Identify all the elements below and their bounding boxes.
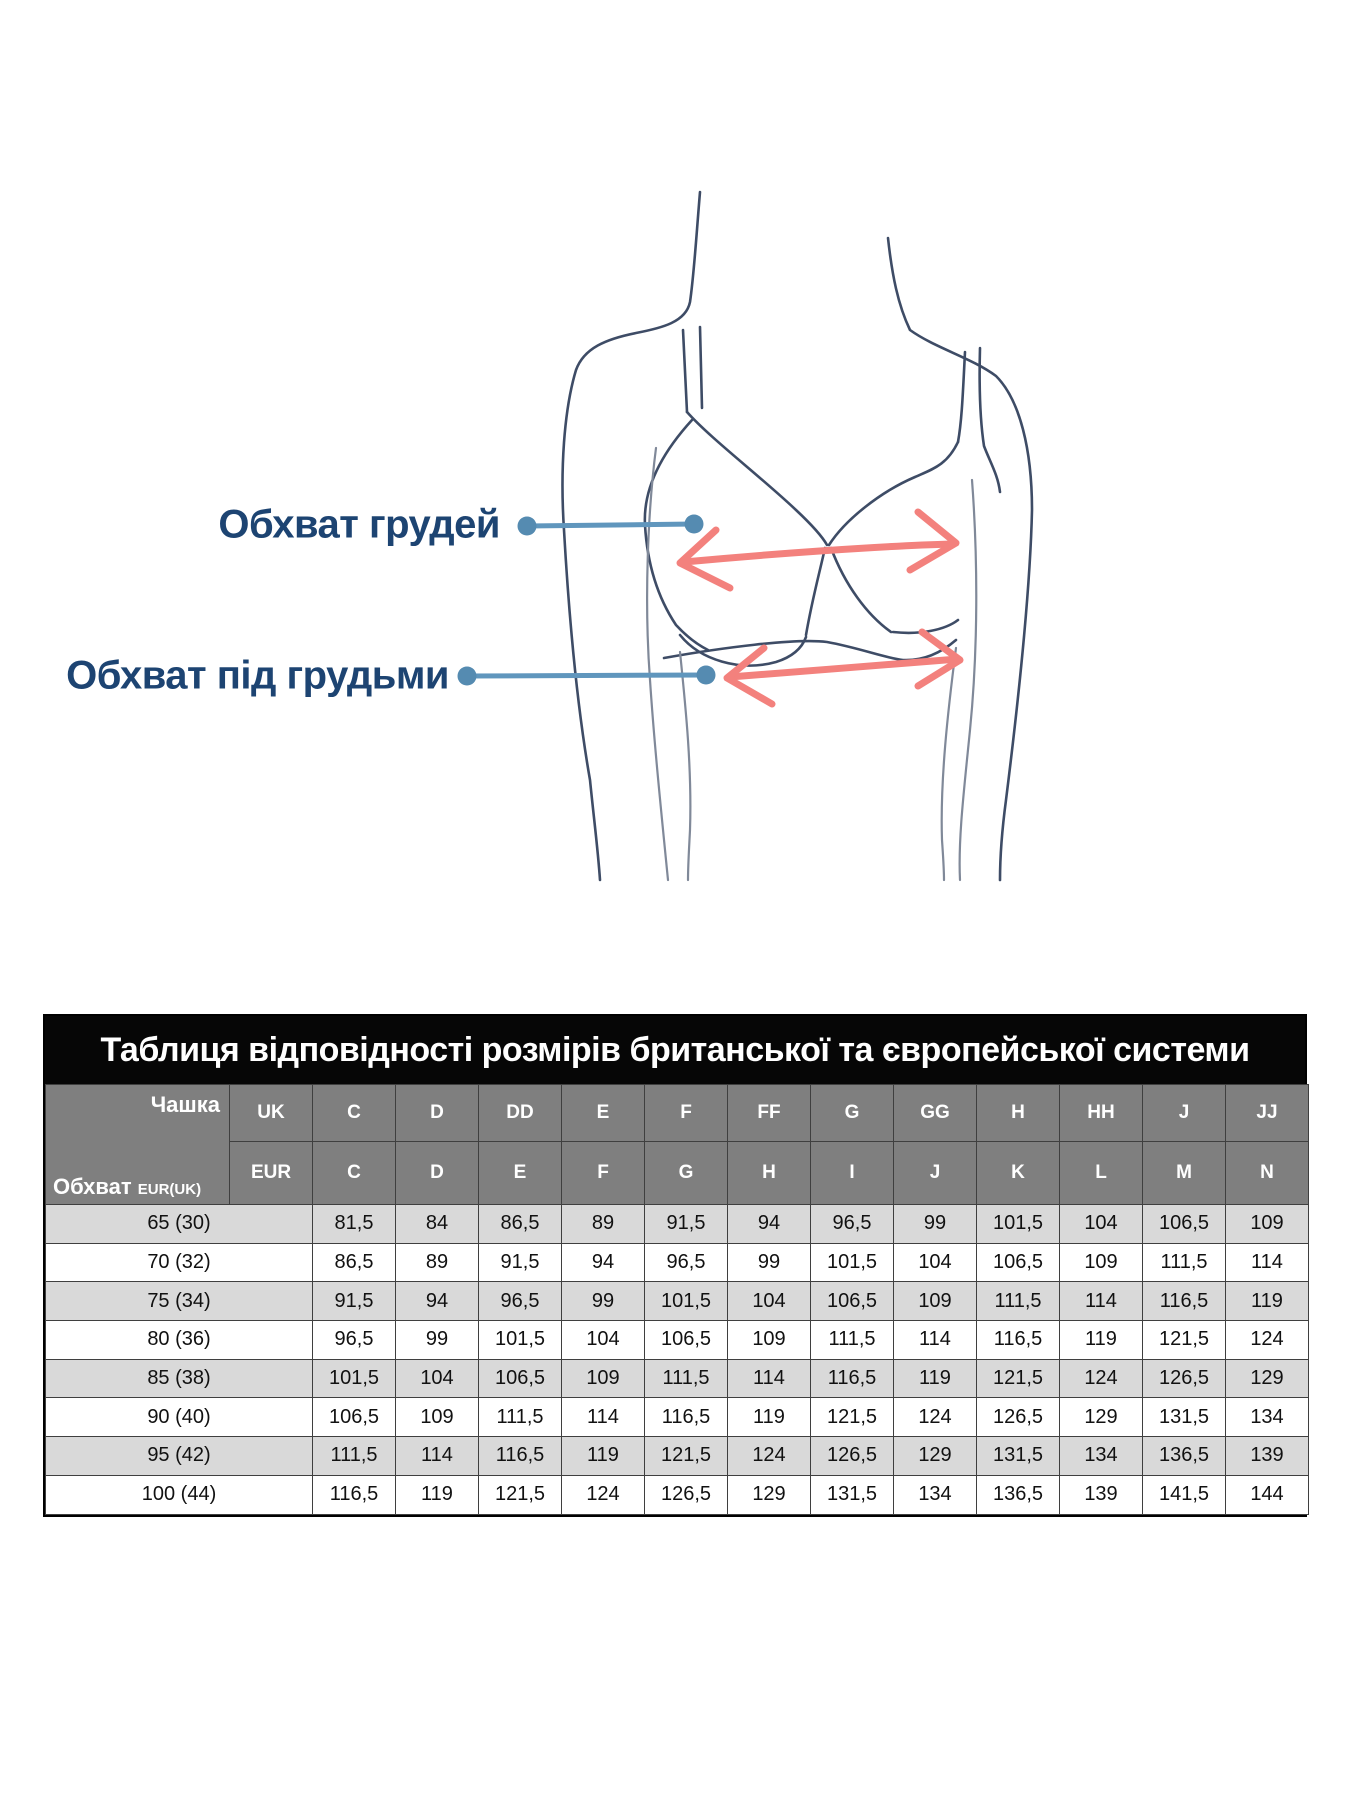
underbust-measure-label: Обхват під грудьми <box>66 653 449 698</box>
size-row <box>46 1475 1309 1514</box>
size-cell: 131,5 <box>811 1475 894 1514</box>
bust-measure-label: Обхват грудей <box>218 502 500 547</box>
size-cell: 126,5 <box>1143 1359 1226 1398</box>
band-size-label: 90 (40) <box>46 1398 313 1437</box>
size-row <box>46 1359 1309 1398</box>
size-row <box>46 1321 1309 1360</box>
right-torso-side <box>942 648 956 880</box>
eur-cup: K <box>977 1142 1060 1205</box>
table-title: Таблиця відповідності розмірів британської та європейської системи <box>45 1016 1305 1084</box>
size-cell: 106,5 <box>479 1359 562 1398</box>
size-cell: 111,5 <box>977 1282 1060 1321</box>
size-cell: 119 <box>562 1437 645 1476</box>
size-table <box>45 1084 1309 1515</box>
band-size-label: 85 (38) <box>46 1359 313 1398</box>
size-row <box>46 1437 1309 1476</box>
gore-lines <box>806 548 891 635</box>
size-cell: 114 <box>562 1398 645 1437</box>
size-cell: 116,5 <box>1143 1282 1226 1321</box>
size-cell: 106,5 <box>977 1243 1060 1282</box>
size-cell: 119 <box>894 1359 977 1398</box>
size-cell: 86,5 <box>313 1243 396 1282</box>
corner-girth-sub: EUR(UK) <box>137 1181 202 1198</box>
size-cell: 121,5 <box>811 1398 894 1437</box>
eur-cup: C <box>313 1142 396 1205</box>
size-cell: 131,5 <box>977 1437 1060 1476</box>
size-cell: 116,5 <box>479 1437 562 1476</box>
size-cell: 101,5 <box>313 1359 396 1398</box>
size-cell: 121,5 <box>479 1475 562 1514</box>
eur-cup: M <box>1143 1142 1226 1205</box>
size-cell: 109 <box>1226 1205 1309 1244</box>
size-cell: 101,5 <box>811 1243 894 1282</box>
size-cell: 101,5 <box>479 1321 562 1360</box>
size-cell: 111,5 <box>645 1359 728 1398</box>
torso-outline <box>563 192 1033 880</box>
size-cell: 106,5 <box>313 1398 396 1437</box>
size-cell: 124 <box>562 1475 645 1514</box>
left-cup-top <box>687 412 827 545</box>
left-neck-shoulder-arm <box>563 192 701 880</box>
left-arm-inner <box>647 448 668 880</box>
underbust-pointer-line <box>467 675 706 676</box>
size-cell: 94 <box>396 1282 479 1321</box>
uk-cup-header-row <box>46 1085 1309 1142</box>
left-strap <box>683 327 702 412</box>
size-cell: 124 <box>1226 1321 1309 1360</box>
size-cell: 84 <box>396 1205 479 1244</box>
size-cell: 116,5 <box>313 1475 396 1514</box>
size-cell: 81,5 <box>313 1205 396 1244</box>
torso-illustration <box>0 180 1350 895</box>
size-cell: 126,5 <box>645 1475 728 1514</box>
size-cell: 111,5 <box>1143 1243 1226 1282</box>
size-cell: 119 <box>1226 1282 1309 1321</box>
size-cell: 129 <box>728 1475 811 1514</box>
size-table-section <box>43 1014 1307 1517</box>
size-cell: 114 <box>894 1321 977 1360</box>
right-neck-shoulder-arm <box>888 238 1032 880</box>
eur-cup-header-row <box>46 1142 1309 1205</box>
size-cell: 91,5 <box>645 1205 728 1244</box>
band-size-label: 100 (44) <box>46 1475 313 1514</box>
uk-cup: G <box>811 1085 894 1142</box>
size-cell: 94 <box>562 1243 645 1282</box>
band-size-label: 75 (34) <box>46 1282 313 1321</box>
size-cell: 104 <box>396 1359 479 1398</box>
size-cell: 126,5 <box>977 1398 1060 1437</box>
size-cell: 124 <box>894 1398 977 1437</box>
size-cell: 104 <box>728 1282 811 1321</box>
size-cell: 94 <box>728 1205 811 1244</box>
eur-cup: N <box>1226 1142 1309 1205</box>
size-cell: 114 <box>728 1359 811 1398</box>
size-cell: 119 <box>728 1398 811 1437</box>
size-cell: 114 <box>1226 1243 1309 1282</box>
right-arm-inner <box>960 480 977 880</box>
size-cell: 111,5 <box>313 1437 396 1476</box>
size-cell: 114 <box>396 1437 479 1476</box>
eur-cup: I <box>811 1142 894 1205</box>
size-cell: 136,5 <box>977 1475 1060 1514</box>
eur-cup: G <box>645 1142 728 1205</box>
size-cell: 106,5 <box>645 1321 728 1360</box>
size-cell: 129 <box>894 1437 977 1476</box>
uk-cup: E <box>562 1085 645 1142</box>
size-cell: 99 <box>562 1282 645 1321</box>
size-cell: 116,5 <box>977 1321 1060 1360</box>
band-size-label: 95 (42) <box>46 1437 313 1476</box>
size-cell: 119 <box>1060 1321 1143 1360</box>
size-cell: 106,5 <box>1143 1205 1226 1244</box>
size-cell: 129 <box>1226 1359 1309 1398</box>
size-cell: 109 <box>894 1282 977 1321</box>
eur-cup: L <box>1060 1142 1143 1205</box>
size-cell: 91,5 <box>479 1243 562 1282</box>
size-cell: 99 <box>894 1205 977 1244</box>
corner-girth-label <box>53 1174 201 1200</box>
band-size-label: 65 (30) <box>46 1205 313 1244</box>
size-cell: 106,5 <box>811 1282 894 1321</box>
size-cell: 116,5 <box>811 1359 894 1398</box>
size-row <box>46 1205 1309 1244</box>
size-cell: 104 <box>894 1243 977 1282</box>
size-cell: 89 <box>396 1243 479 1282</box>
system-label-eur: EUR <box>230 1142 313 1205</box>
eur-cup: F <box>562 1142 645 1205</box>
eur-cup: E <box>479 1142 562 1205</box>
size-cell: 109 <box>1060 1243 1143 1282</box>
size-cell: 141,5 <box>1143 1475 1226 1514</box>
size-cell: 91,5 <box>313 1282 396 1321</box>
size-cell: 134 <box>894 1475 977 1514</box>
uk-cup: HH <box>1060 1085 1143 1142</box>
uk-cup: JJ <box>1226 1085 1309 1142</box>
size-row <box>46 1398 1309 1437</box>
size-cell: 101,5 <box>645 1282 728 1321</box>
size-cell: 134 <box>1060 1437 1143 1476</box>
uk-cup: GG <box>894 1085 977 1142</box>
size-cell: 89 <box>562 1205 645 1244</box>
size-cell: 109 <box>396 1398 479 1437</box>
size-cell: 121,5 <box>645 1437 728 1476</box>
size-cell: 111,5 <box>479 1398 562 1437</box>
size-cell: 96,5 <box>811 1205 894 1244</box>
size-row <box>46 1243 1309 1282</box>
uk-cup: C <box>313 1085 396 1142</box>
size-cell: 124 <box>1060 1359 1143 1398</box>
size-cell: 136,5 <box>1143 1437 1226 1476</box>
band-size-label: 80 (36) <box>46 1321 313 1360</box>
size-cell: 116,5 <box>645 1398 728 1437</box>
size-cell: 111,5 <box>811 1321 894 1360</box>
size-cell: 129 <box>1060 1398 1143 1437</box>
right-strap <box>958 348 1000 492</box>
size-cell: 109 <box>728 1321 811 1360</box>
uk-cup: FF <box>728 1085 811 1142</box>
eur-cup: D <box>396 1142 479 1205</box>
uk-cup: DD <box>479 1085 562 1142</box>
uk-cup: J <box>1143 1085 1226 1142</box>
size-cell: 121,5 <box>1143 1321 1226 1360</box>
size-cell: 104 <box>562 1321 645 1360</box>
size-cell: 126,5 <box>811 1437 894 1476</box>
size-cell: 121,5 <box>977 1359 1060 1398</box>
size-cell: 99 <box>728 1243 811 1282</box>
size-cell: 99 <box>396 1321 479 1360</box>
size-cell: 86,5 <box>479 1205 562 1244</box>
size-cell: 104 <box>1060 1205 1143 1244</box>
size-cell: 139 <box>1060 1475 1143 1514</box>
size-cell: 114 <box>1060 1282 1143 1321</box>
size-cell: 139 <box>1226 1437 1309 1476</box>
left-torso-side <box>680 652 690 880</box>
corner-cup-label: Чашка <box>150 1092 220 1117</box>
size-cell: 119 <box>396 1475 479 1514</box>
uk-cup: D <box>396 1085 479 1142</box>
size-cell: 96,5 <box>479 1282 562 1321</box>
size-cell: 131,5 <box>1143 1398 1226 1437</box>
bust-pointer-line <box>527 524 694 526</box>
eur-cup: H <box>728 1142 811 1205</box>
size-cell: 96,5 <box>313 1321 396 1360</box>
corner-girth-main: Обхват <box>53 1174 132 1199</box>
size-cell: 124 <box>728 1437 811 1476</box>
band-size-label: 70 (32) <box>46 1243 313 1282</box>
size-cell: 144 <box>1226 1475 1309 1514</box>
uk-cup: F <box>645 1085 728 1142</box>
size-row <box>46 1282 1309 1321</box>
size-cell: 96,5 <box>645 1243 728 1282</box>
size-cell: 134 <box>1226 1398 1309 1437</box>
corner-cell <box>46 1085 230 1205</box>
size-cell: 101,5 <box>977 1205 1060 1244</box>
uk-cup: H <box>977 1085 1060 1142</box>
eur-cup: J <box>894 1142 977 1205</box>
system-label-uk: UK <box>230 1085 313 1142</box>
size-cell: 109 <box>562 1359 645 1398</box>
